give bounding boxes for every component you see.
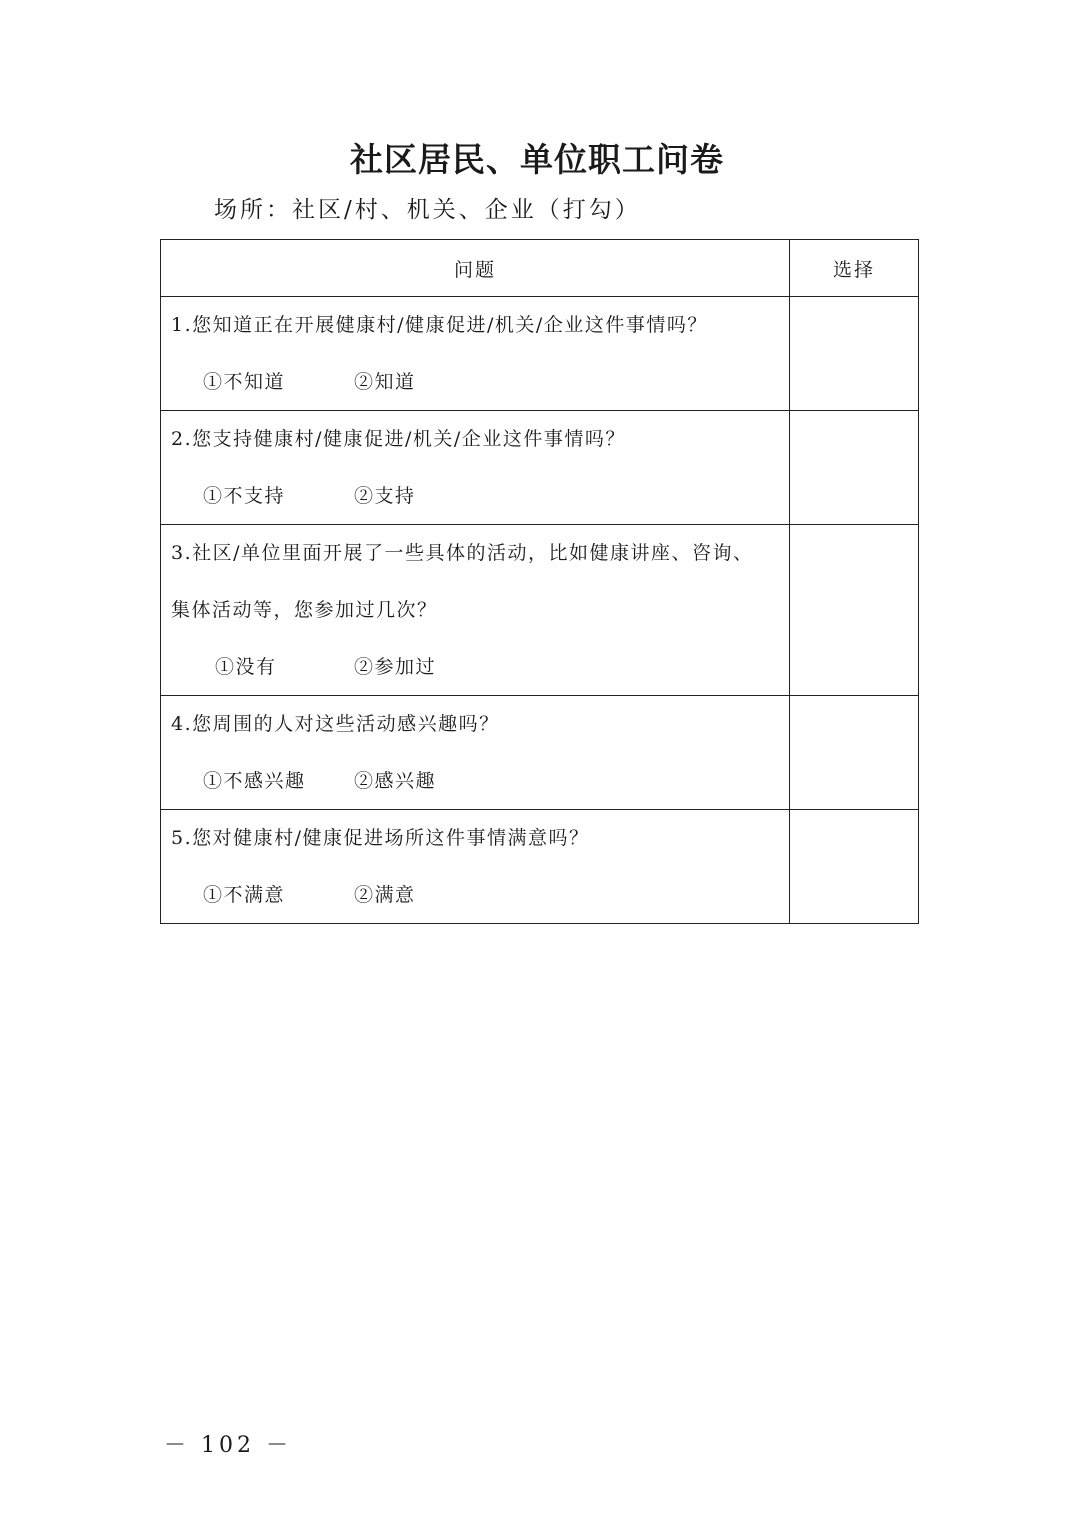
question-text: 4.您周围的人对这些活动感兴趣吗？ [171,713,500,735]
question-cell [161,696,790,810]
option-b: ②知道 [354,371,416,393]
question-cell [161,297,790,411]
choice-cell[interactable] [790,696,919,810]
choice-cell[interactable] [790,810,919,924]
table-row [161,297,919,411]
table-row [161,525,919,696]
choice-cell[interactable] [790,411,919,525]
options [171,753,779,809]
question-text: 2.您支持健康村/健康促进/机关/企业这件事情吗？ [171,428,626,450]
options [171,867,779,923]
option-b: ②参加过 [354,656,437,678]
option-a: ①不满意 [203,884,286,906]
questionnaire-table [160,239,919,924]
document-title: 社区居民、单位职工问卷 [350,140,724,179]
table-row [161,810,919,924]
question-text-continued: 集体活动等，您参加过几次？ [171,599,438,621]
choice-cell[interactable] [790,525,919,696]
options [171,354,779,410]
page-number: － 102 － [164,1433,292,1458]
question-cell [161,411,790,525]
options [171,639,779,695]
question-cell [161,810,790,924]
question-cell [161,525,790,696]
question-text: 5.您对健康村/健康促进场所这件事情满意吗？ [171,827,590,849]
table-header-row [161,240,919,297]
choice-cell[interactable] [790,297,919,411]
header-choice: 选择 [790,240,919,297]
option-a: ①不感兴趣 [203,770,306,792]
question-text: 3.社区/单位里面开展了一些具体的活动，比如健康讲座、咨询、 [171,542,754,564]
option-b: ②感兴趣 [354,770,437,792]
options [171,468,779,524]
option-a: ①没有 [215,656,277,678]
option-a: ①不支持 [203,485,286,507]
venue-line: 场所：社区/村、机关、企业（打勾） [214,197,641,223]
option-b: ②满意 [354,884,416,906]
header-question: 问题 [161,240,790,297]
option-b: ②支持 [354,485,416,507]
table-row [161,696,919,810]
table-row [161,411,919,525]
question-text: 1.您知道正在开展健康村/健康促进/机关/企业这件事情吗？ [171,314,708,336]
option-a: ①不知道 [203,371,286,393]
